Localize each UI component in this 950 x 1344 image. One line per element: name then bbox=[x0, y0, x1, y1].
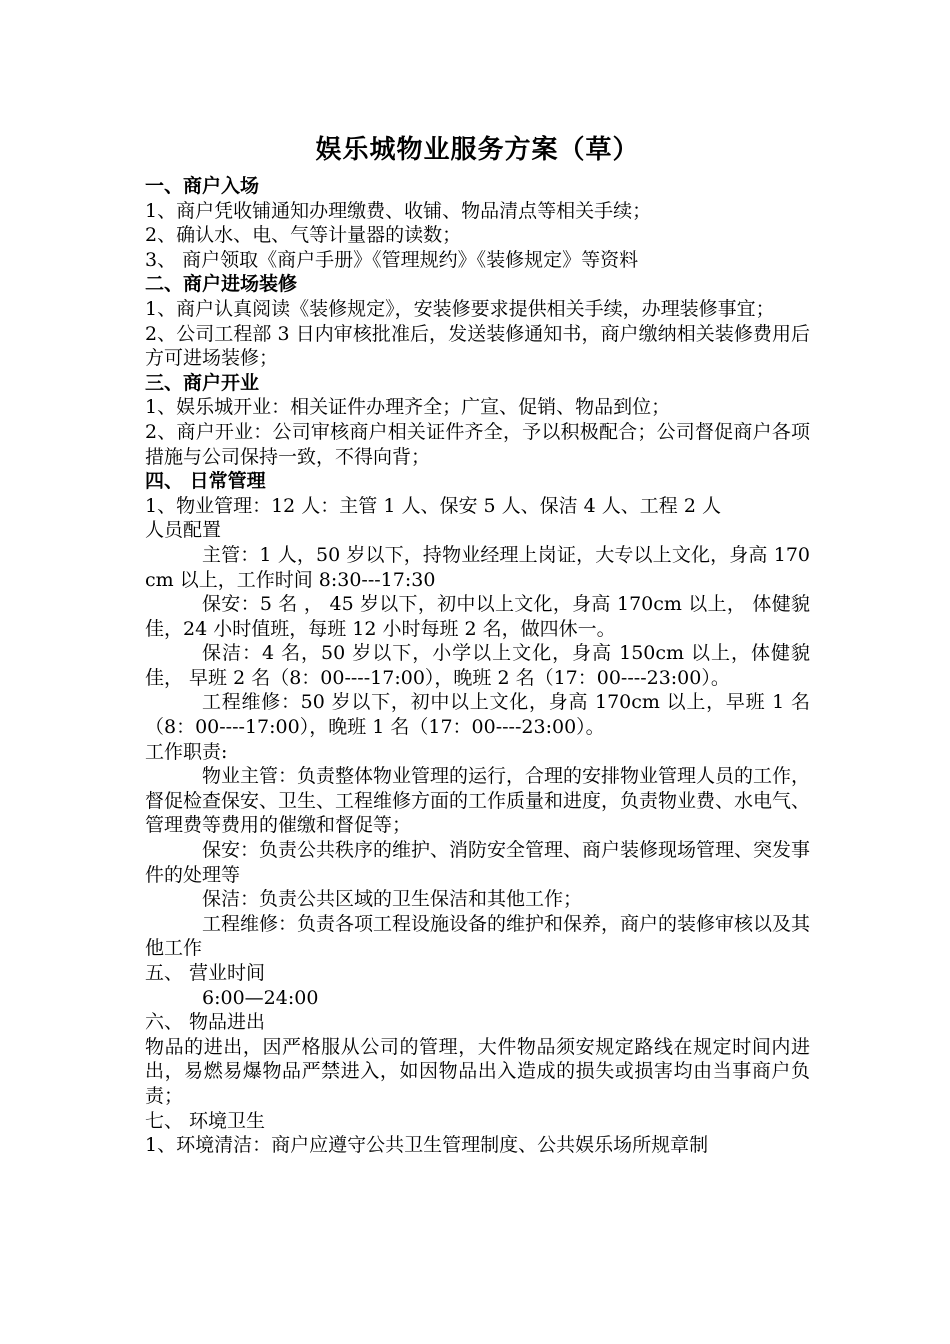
section-heading: 一、商户入场 bbox=[145, 175, 260, 197]
paragraph: 1、商户凭收铺通知办理缴费、收铺、物品清点等相关手续； bbox=[145, 199, 652, 222]
paragraph: 物品的进出，因严格服从公司的管理，大件物品须安规定路线在规定时间内进出，易燃易爆物品严禁进入，如因物品出入造成的损失或损害均由当事商户负责； bbox=[145, 1035, 810, 1107]
document-title: 娱乐城物业服务方案（草） bbox=[315, 135, 640, 165]
paragraph: 1、商户认真阅读《装修规定》，安装修要求提供相关手续，办理装修事宜； bbox=[145, 297, 775, 320]
paragraph: 3、 商户领取《商户手册》《管理规约》《装修规定》等资料 bbox=[145, 248, 639, 271]
paragraph: 工程维修：50 岁以下，初中以上文化，身高 170cm 以上，早班 1 名（8：00----17:00），晚班 1 名（17：00----23:00）。 bbox=[145, 691, 810, 739]
section-heading: 三、商户开业 bbox=[145, 371, 260, 394]
paragraph: 2、公司工程部 3 日内审核批准后，发送装修通知书，商户缴纳相关装修费用后方可进场装修； bbox=[145, 322, 810, 370]
paragraph: 保洁：负责公共区域的卫生保洁和其他工作； bbox=[202, 888, 583, 911]
document-body bbox=[145, 174, 810, 1158]
paragraph: 保洁：4 名，50 岁以下，小学以上文化，身高 150cm 以上，体健貌佳， 早班 2 名（8：00----17:00），晚班 2 名（17：00----23:00）。 bbox=[145, 642, 810, 689]
paragraph: 2、商户开业：公司审核商户相关证件齐全，予以积极配合；公司督促商户各项措施与公司保持一致，不得向背； bbox=[145, 420, 810, 468]
paragraph: 1、娱乐城开业：相关证件办理齐全；广宣、促销、物品到位； bbox=[145, 396, 671, 419]
paragraph: 物业主管：负责整体物业管理的运行，合理的安排物业管理人员的工作，督促检查保安、卫生、工程维修方面的工作质量和进度，负责物业费、水电气、管理费等费用的催缴和督促等； bbox=[145, 765, 811, 837]
section-heading: 二、商户进场装修 bbox=[145, 273, 298, 296]
paragraph: 2、确认水、电、气等计量器的读数； bbox=[145, 224, 462, 247]
document-page bbox=[145, 130, 810, 1158]
paragraph: 1、环境清洁：商户应遵守公共卫生管理制度、公共娱乐场所规章制 bbox=[145, 1134, 709, 1157]
paragraph: 人员配置 bbox=[145, 519, 222, 542]
paragraph: 主管：1 人，50 岁以下，持物业经理上岗证，大专以上文化，身高 170cm 以上，工作时间 8:30---17:30 bbox=[145, 543, 810, 591]
paragraph: 七、 环境卫生 bbox=[145, 1109, 266, 1132]
paragraph: 保安：负责公共秩序的维护、消防安全管理、商户装修现场管理、突发事件的处理等 bbox=[145, 839, 811, 886]
paragraph: 五、 营业时间 bbox=[145, 962, 266, 984]
section-heading: 四、 日常管理 bbox=[145, 470, 266, 493]
paragraph: 1、物业管理：12 人：主管 1 人、保安 5 人、保洁 4 人、工程 2 人 bbox=[145, 494, 721, 517]
paragraph: 工程维修：负责各项工程设施设备的维护和保养，商户的装修审核以及其他工作 bbox=[145, 912, 811, 960]
paragraph: 6:00—24:00 bbox=[202, 986, 319, 1009]
paragraph: 六、 物品进出 bbox=[145, 1011, 266, 1034]
paragraph: 工作职责: bbox=[145, 740, 228, 763]
paragraph: 保安：5 名 ， 45 岁以下，初中以上文化，身高 170cm 以上， 体健貌佳，24 小时值班，每班 12 小时每班 2 名，做四休一。 bbox=[145, 593, 810, 640]
